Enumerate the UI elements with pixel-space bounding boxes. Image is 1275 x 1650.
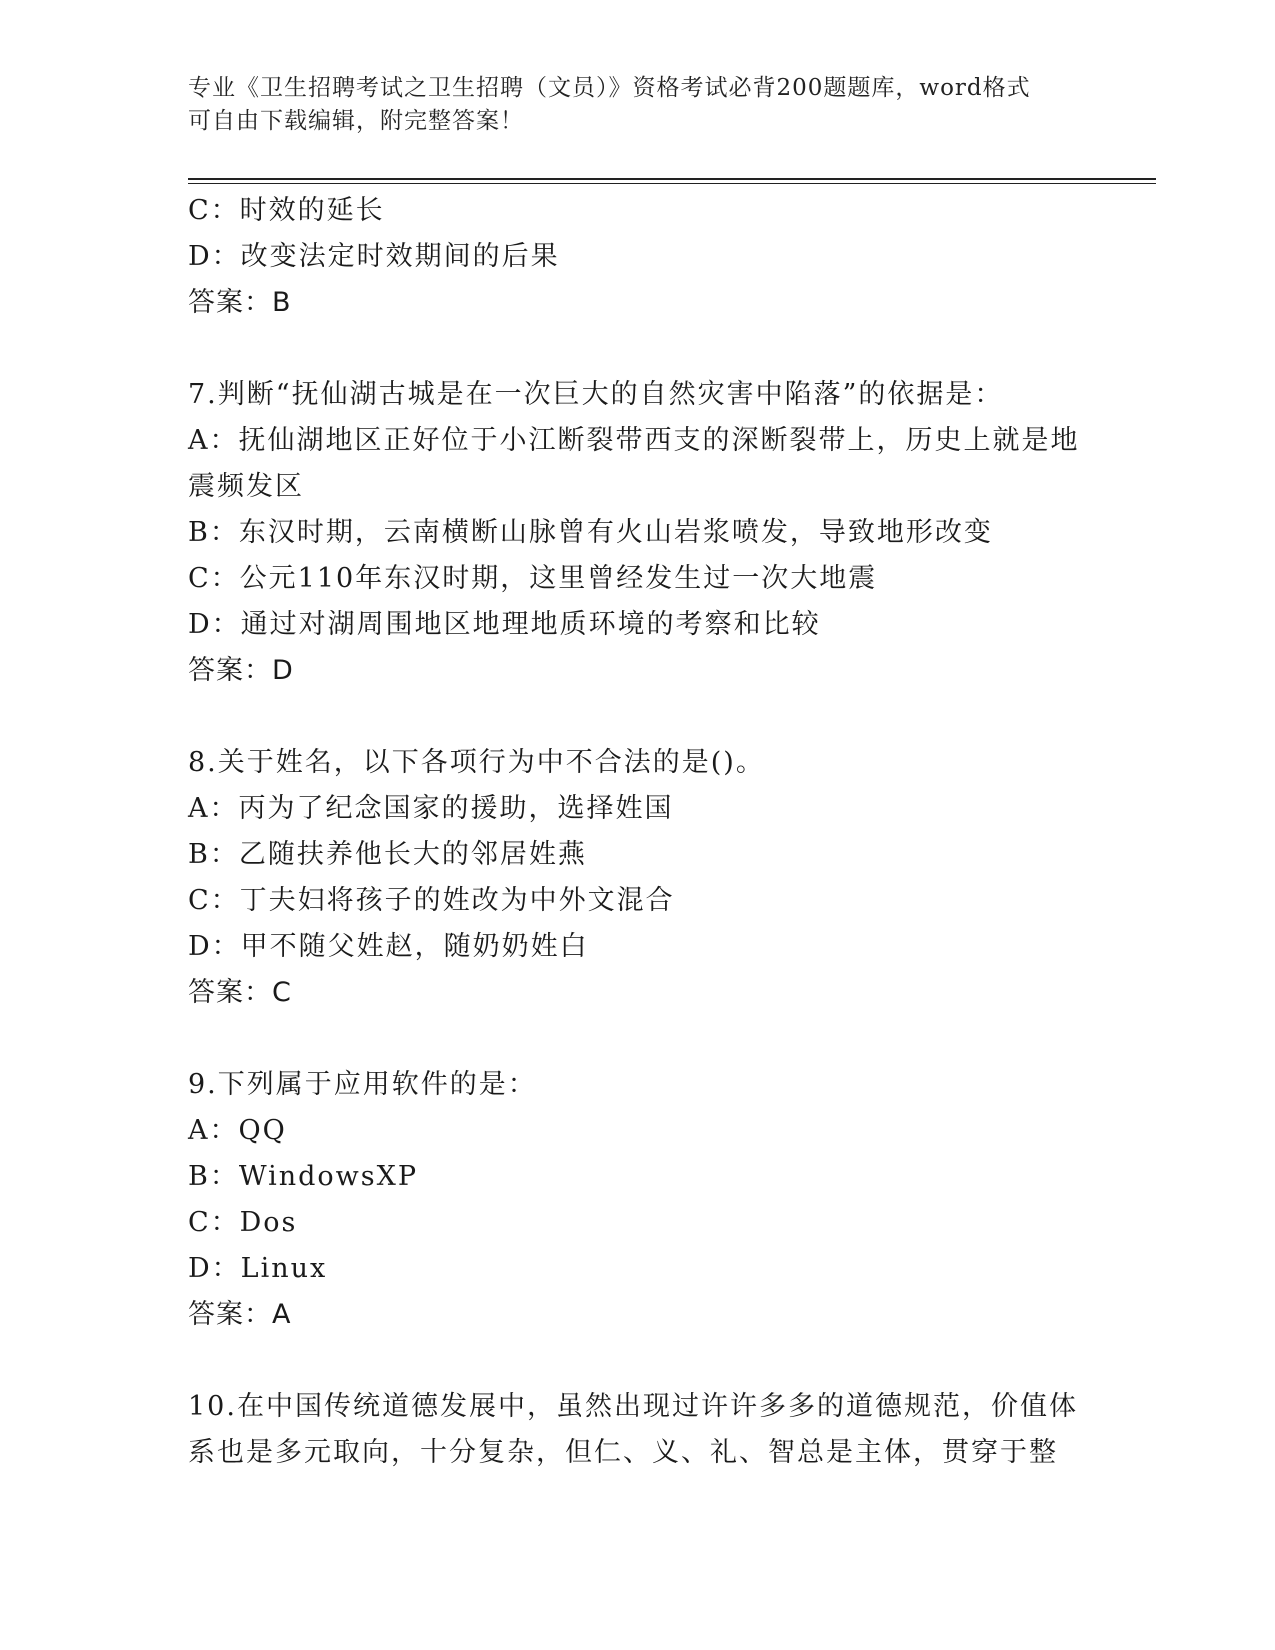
- spacer: [188, 1338, 1088, 1384]
- question-list: [188, 188, 1088, 1476]
- spacer: [188, 694, 1088, 740]
- q9-option-b: B：WindowsXP: [188, 1161, 419, 1192]
- q7-option-d: D：通过对湖周围地区地理地质环境的考察和比较: [188, 609, 821, 640]
- q8-stem: 8.关于姓名，以下各项行为中不合法的是()。: [188, 747, 765, 778]
- q9-option-c: C：Dos: [188, 1207, 298, 1238]
- q6-answer: 答案：B: [188, 287, 292, 318]
- question-10: [188, 1384, 1088, 1476]
- q7-option-b: B：东汉时期，云南横断山脉曾有火山岩浆喷发，导致地形改变: [188, 517, 993, 548]
- q10-stem-line-2: 系也是多元取向，十分复杂，但仁、义、礼、智总是主体，贯穿于整: [188, 1437, 1058, 1468]
- q6-option-c: C：时效的延长: [188, 195, 385, 226]
- question-9: [188, 1062, 1088, 1338]
- q9-option-d: D：Linux: [188, 1253, 328, 1284]
- question-8: [188, 740, 1088, 1016]
- q8-option-b: B：乙随扶养他长大的邻居姓燕: [188, 839, 587, 870]
- q8-answer: 答案：C: [188, 977, 292, 1008]
- q7-option-c: C：公元110年东汉时期，这里曾经发生过一次大地震: [188, 563, 878, 594]
- q10-stem-line-1: 10.在中国传统道德发展中，虽然出现过许许多多的道德规范，价值体: [188, 1391, 1078, 1422]
- q7-stem: 7.判断“抚仙湖古城是在一次巨大的自然灾害中陷落”的依据是：: [188, 379, 1004, 410]
- question-7: [188, 372, 1088, 694]
- q7-option-a-line-2: 震频发区: [188, 471, 304, 502]
- document-header: [188, 72, 1068, 138]
- spacer: [188, 326, 1088, 372]
- question-6-fragment: [188, 188, 1088, 326]
- spacer: [188, 1016, 1088, 1062]
- q9-answer: 答案：A: [188, 1299, 292, 1330]
- q9-option-a: A：QQ: [188, 1115, 287, 1146]
- q8-option-a: A：丙为了纪念国家的援助，选择姓国: [188, 793, 674, 824]
- header-title-line-2: 可自由下载编辑，附完整答案！: [188, 108, 524, 134]
- q7-answer: 答案：D: [188, 655, 294, 686]
- q8-option-c: C：丁夫妇将孩子的姓改为中外文混合: [188, 885, 675, 916]
- header-title-line-1: 专业《卫生招聘考试之卫生招聘（文员）》资格考试必背200题题库，word格式: [188, 75, 1031, 101]
- q6-option-d: D：改变法定时效期间的后果: [188, 241, 560, 272]
- q8-option-d: D：甲不随父姓赵，随奶奶姓白: [188, 931, 589, 962]
- q9-stem: 9.下列属于应用软件的是：: [188, 1069, 537, 1100]
- q7-option-a-line-1: A：抚仙湖地区正好位于小江断裂带西支的深断裂带上，历史上就是地: [188, 425, 1080, 456]
- header-divider: [188, 178, 1156, 184]
